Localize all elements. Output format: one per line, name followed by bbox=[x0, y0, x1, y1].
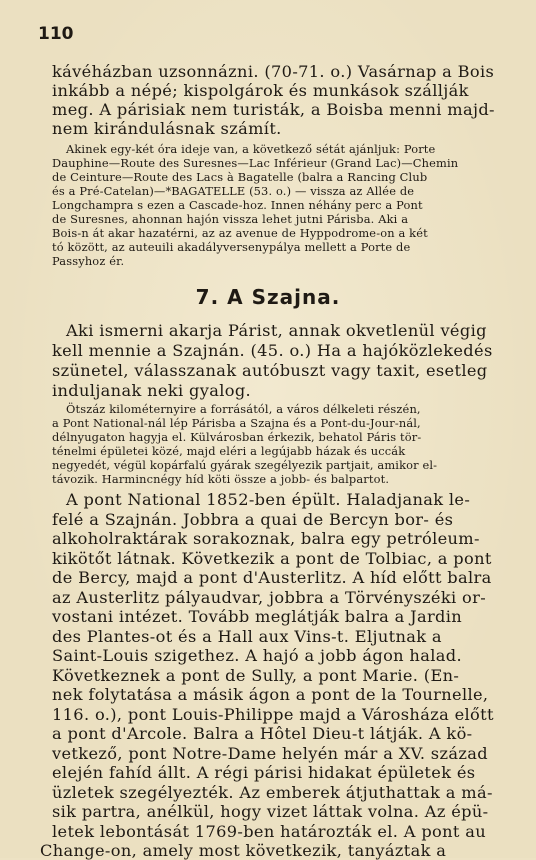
text-line: elején fahíd állt. A régi párisi hidakat épületek és bbox=[52, 763, 476, 782]
text-line: az Austerlitz pályaudvar, jobbra a Törvényszéki or- bbox=[52, 587, 487, 607]
text-line: ténelmi épületei közé, majd eléri a legújabb házak és uccák bbox=[52, 444, 406, 458]
text-line: vetkező, pont Notre-Dame helyén már a XV. század bbox=[52, 743, 488, 763]
text-line: de Ceinture—Route des Lacs à Bagatelle (balra a Rancing Club bbox=[52, 170, 428, 184]
text-line: Longchampra s ezen a Cascade-hoz. Innen néhány perc a Pont bbox=[52, 198, 423, 212]
text-line: sik partra, anélkül, hogy vizet láttak volna. Az épü- bbox=[52, 802, 489, 821]
text-line: Passyhoz ér. bbox=[52, 254, 125, 268]
text-line: szünetel, válasszanak autóbuszt vagy taxit, esetleg bbox=[52, 361, 488, 380]
text-line: nek folytatása a másik ágon a pont de la Tournelle, bbox=[52, 685, 489, 704]
section-heading: 7. A Szajna. bbox=[195, 285, 341, 309]
text-line: inkább a népé; kispolgárok és munkások szállják bbox=[52, 81, 469, 100]
text-line: délnyugaton hagyja el. Külvárosban érkezik, behatol Páris tör- bbox=[52, 430, 422, 444]
text-line: Aki ismerni akarja Párist, annak okvetlenül végig bbox=[66, 321, 487, 340]
text-line: vostani intézet. Tovább meglátják balra a Jardin bbox=[52, 607, 463, 626]
text-line: Saint-Louis szigethez. A hajó a jobb ágon halad. bbox=[52, 646, 462, 665]
text-line: Akinek egy-két óra ideje van, a következő sétát ajánljuk: Porte bbox=[66, 142, 436, 156]
text-line: induljanak neki gyalog. bbox=[52, 381, 252, 400]
page-number: 110 bbox=[38, 24, 74, 44]
text-line: felé a Szajnán. Jobbra a quai de Bercyn bor- és bbox=[52, 509, 454, 529]
text-line: letek lebontását 1769-ben határozták el. A pont au bbox=[52, 821, 487, 841]
text-line: távozik. Harmincnégy híd köti össze a jobb- és balpartot. bbox=[52, 472, 390, 486]
text-line: kikötőt látnak. Következik a pont de Tolbiac, a pont bbox=[52, 548, 492, 568]
text-line: Change-on, amely most következik, tanyáztak a bbox=[40, 841, 447, 860]
text-line: a pont d'Arcole. Balra a Hôtel Dieu-t látják. A kö- bbox=[52, 724, 473, 743]
text-line: nem kirándulásnak számít. bbox=[52, 119, 282, 138]
text-line: Ötszáz kilométernyire a forrásától, a város délkeleti részén, bbox=[66, 402, 421, 416]
text-line: alkoholraktárak sorakoznak, balra egy petróleum- bbox=[52, 529, 480, 548]
text-line: kávéházban uzsonnázni. (70-71. o.) Vasárnap a Bois bbox=[52, 62, 495, 81]
text-line: A pont National 1852-ben épült. Haladjanak le- bbox=[66, 490, 471, 509]
text-line: kell mennie a Szajnán. (45. o.) Ha a hajóközlekedés bbox=[52, 341, 493, 360]
text-line: a Pont National-nál lép Párisba a Szajna és a Pont-du-Jour-nál, bbox=[52, 416, 421, 430]
text-line: és a Pré-Catelan)—*BAGATELLE (53. o.) — vissza az Allée de bbox=[52, 184, 415, 198]
text-line: Következnek a pont de Sully, a pont Marie. (En- bbox=[52, 665, 460, 685]
text-line: meg. A párisiak nem turisták, a Boisba menni majd- bbox=[52, 100, 495, 119]
text-line: Dauphine—Route des Suresnes—Lac Inférieur (Grand Lac)—Chemin bbox=[52, 156, 459, 170]
text-line: de Suresnes, ahonnan hajón vissza lehet jutni Párisba. Aki a bbox=[52, 212, 409, 226]
text-line: üzletek szegélyezték. Az emberek átjuthattak a má- bbox=[52, 782, 493, 802]
text-line: Bois-n át akar hazatérni, az az avenue de Hyppodrome-on a két bbox=[52, 226, 428, 240]
text-line: des Plantes-ot és a Hall aux Vins-t. Eljutnak a bbox=[52, 626, 442, 646]
text-line: de Bercy, majd a pont d'Austerlitz. A híd előtt balra bbox=[52, 568, 492, 587]
text-line: negyedét, végül kopárfalú gyárak szegélyezik partjait, amikor el- bbox=[52, 458, 438, 472]
text-line: tó között, az auteuili akadályversenypálya mellett a Porte de bbox=[52, 240, 411, 254]
text-line: 116. o.), pont Louis-Philippe majd a Városháza előtt bbox=[52, 704, 494, 724]
